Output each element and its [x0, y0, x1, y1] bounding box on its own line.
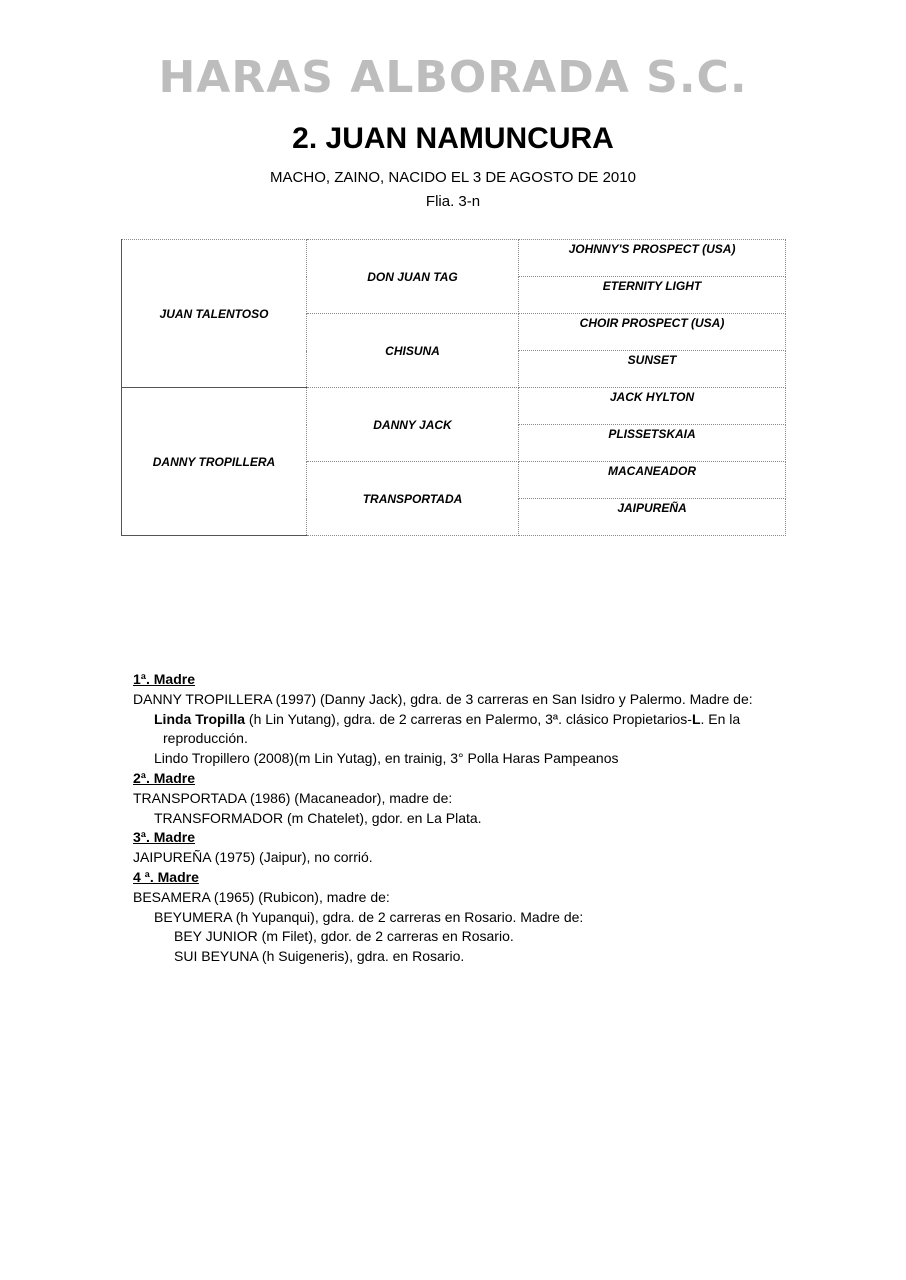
madre4-heading: 4 ª. Madre	[133, 868, 199, 885]
pedigree-sire-sire: DON JUAN TAG	[307, 240, 519, 314]
madre2-produce-line: TRANSFORMADOR (m Chatelet), gdor. en La Plata.	[154, 809, 482, 826]
madre3-line: JAIPUREÑA (1975) (Jaipur), no corrió.	[133, 849, 373, 866]
madre1-heading: 1ª. Madre	[133, 671, 195, 687]
produce-text: . En la	[700, 710, 741, 727]
madre4-grand-produce-line: SUI BEYUNA (h Suigeneris), gdra. en Rosario.	[174, 948, 465, 965]
pedigree-dam: DANNY TROPILLERA	[122, 388, 307, 536]
female-line-notes	[133, 670, 793, 967]
madre1-line: DANNY TROPILLERA (1997) (Danny Jack), gdra. de 3 carreras en San Isidro y Palermo. Madre de:	[133, 690, 753, 707]
madre1-produce-cont: reproducción.	[163, 730, 248, 747]
pedigree-table	[121, 239, 786, 536]
madre4-produce-line: BEYUMERA (h Yupanqui), gdra. de 2 carreras en Rosario. Madre de:	[154, 908, 584, 925]
pedigree-dam-sire: DANNY JACK	[307, 388, 519, 462]
madre4-line: BESAMERA (1965) (Rubicon), madre de:	[133, 888, 390, 905]
pedigree-gen3-cell: JACK HYLTON	[519, 388, 786, 425]
produce-text: (h Lin Yutang), gdra. de 2 carreras en Palermo, 3ª. clásico Propietarios-	[245, 710, 692, 727]
pedigree-gen3-cell: JOHNNY'S PROSPECT (USA)	[519, 240, 786, 277]
produce-grade: L	[691, 710, 701, 727]
pedigree-sire-dam: CHISUNA	[307, 314, 519, 388]
pedigree-dam-dam: TRANSPORTADA	[307, 462, 519, 536]
horse-title: 2. JUAN NAMUNCURA	[292, 122, 614, 155]
madre1-produce-line: Lindo Tropillero (2008)(m Lin Yutag), en trainig, 3° Polla Haras Pampeanos	[154, 750, 619, 767]
madre4-grand-produce-line: BEY JUNIOR (m Filet), gdor. de 2 carreras en Rosario.	[174, 928, 514, 945]
produce-name: Linda Tropilla	[154, 710, 246, 727]
madre2-line: TRANSPORTADA (1986) (Macaneador), madre de:	[133, 789, 453, 806]
madre3-heading: 3ª. Madre	[133, 829, 195, 846]
pedigree-gen3-cell: MACANEADOR	[519, 462, 786, 499]
madre1-produce-line	[133, 710, 793, 730]
pedigree-sire: JUAN TALENTOSO	[122, 240, 307, 388]
pedigree-gen3-cell: PLISSETSKAIA	[519, 425, 786, 462]
pedigree-gen3-cell: SUNSET	[519, 351, 786, 388]
pedigree-gen3-cell: JAIPUREÑA	[519, 499, 786, 536]
brand-header: HARAS ALBORADA S.C.	[158, 52, 748, 103]
horse-family: Flia. 3-n	[425, 193, 481, 210]
horse-description: MACHO, ZAINO, NACIDO EL 3 DE AGOSTO DE 2010	[270, 169, 636, 186]
madre2-heading: 2ª. Madre	[133, 769, 195, 786]
pedigree-gen3-cell: CHOIR PROSPECT (USA)	[519, 314, 786, 351]
pedigree-gen3-cell: ETERNITY LIGHT	[519, 277, 786, 314]
